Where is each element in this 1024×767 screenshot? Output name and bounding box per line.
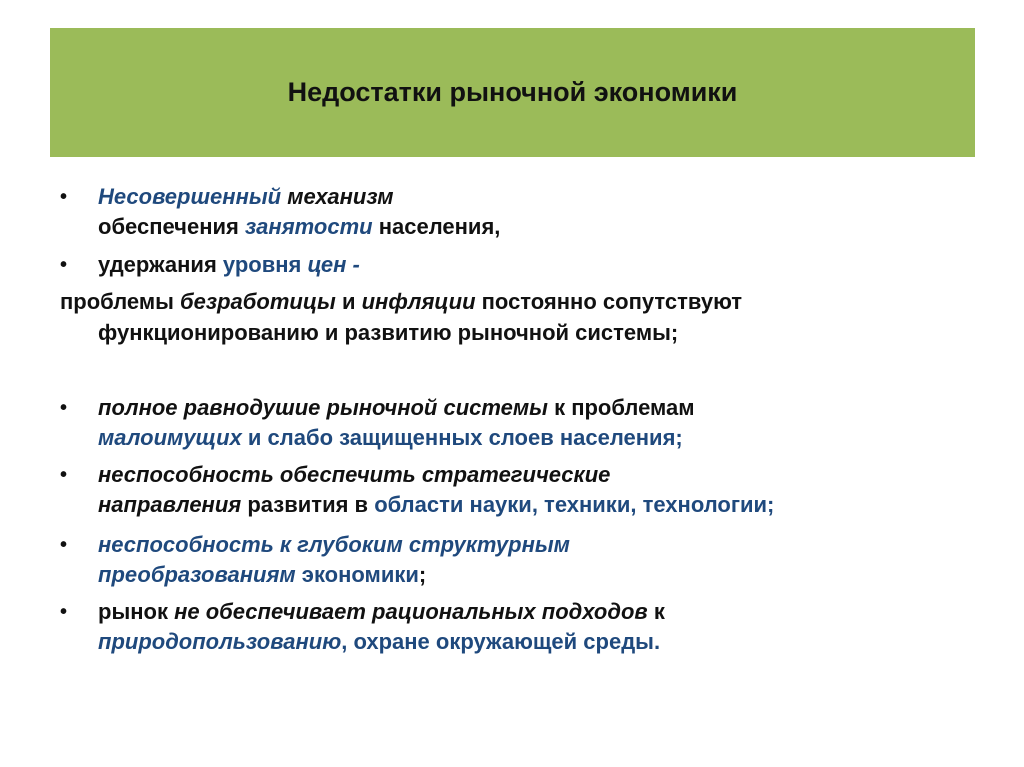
text-line — [98, 562, 426, 588]
text-line — [98, 320, 678, 346]
bullet-icon: • — [60, 254, 68, 276]
text-segment: экономики — [295, 562, 419, 587]
text-line — [98, 425, 683, 451]
text-segment: неспособность обеспечить стратегические — [98, 462, 611, 487]
text-segment: механизм — [281, 184, 394, 209]
text-segment: малоимущих — [98, 425, 242, 450]
bullet-icon: • — [60, 397, 68, 419]
text-segment: функционированию и развитию рыночной системы; — [98, 320, 679, 345]
text-line — [98, 492, 774, 518]
text-segment: проблемы — [60, 289, 181, 314]
text-segment: занятости — [244, 214, 373, 239]
text-line — [98, 532, 570, 558]
text-segment: и — [335, 289, 362, 314]
text-segment: безработицы — [180, 289, 336, 314]
text-segment: к проблемам — [547, 395, 695, 420]
text-line — [98, 462, 610, 488]
text-segment: рынок — [98, 599, 175, 624]
text-line — [60, 289, 742, 315]
text-line — [98, 599, 665, 625]
text-segment: обеспечения — [98, 214, 245, 239]
text-segment: Несовершенный — [98, 184, 282, 209]
text-segment: , охране окружающей среды. — [341, 629, 661, 654]
text-line — [98, 214, 500, 240]
text-segment: уровня — [222, 252, 308, 277]
title-banner — [50, 28, 975, 157]
text-segment: неспособность к глубоким структурным — [98, 532, 570, 557]
slide-title: Недостатки рыночной экономики — [287, 77, 738, 107]
text-segment: инфляции — [361, 289, 476, 314]
text-segment: и слабо защищенных слоев населения; — [241, 425, 683, 450]
bullet-icon: • — [60, 601, 68, 623]
text-segment: направления — [98, 492, 242, 517]
text-segment: удержания — [98, 252, 223, 277]
text-segment: не обеспечивает рациональных подходов — [174, 599, 648, 624]
text-segment: цен - — [307, 252, 360, 277]
text-segment: развития в — [241, 492, 375, 517]
text-segment: к — [647, 599, 665, 624]
text-segment: населения, — [372, 214, 501, 239]
text-segment: ; — [418, 562, 427, 587]
text-line — [98, 395, 695, 421]
text-segment: природопользованию — [98, 629, 342, 654]
text-line — [98, 184, 394, 210]
text-segment: постоянно сопутствуют — [475, 289, 743, 314]
text-segment: преобразованиям — [98, 562, 296, 587]
text-line — [98, 629, 660, 655]
bullet-icon: • — [60, 186, 68, 208]
text-segment: полное равнодушие рыночной системы — [98, 395, 548, 420]
text-line — [98, 252, 360, 278]
text-segment: области науки, техники, технологии; — [374, 492, 775, 517]
bullet-icon: • — [60, 464, 68, 486]
bullet-icon: • — [60, 534, 68, 556]
